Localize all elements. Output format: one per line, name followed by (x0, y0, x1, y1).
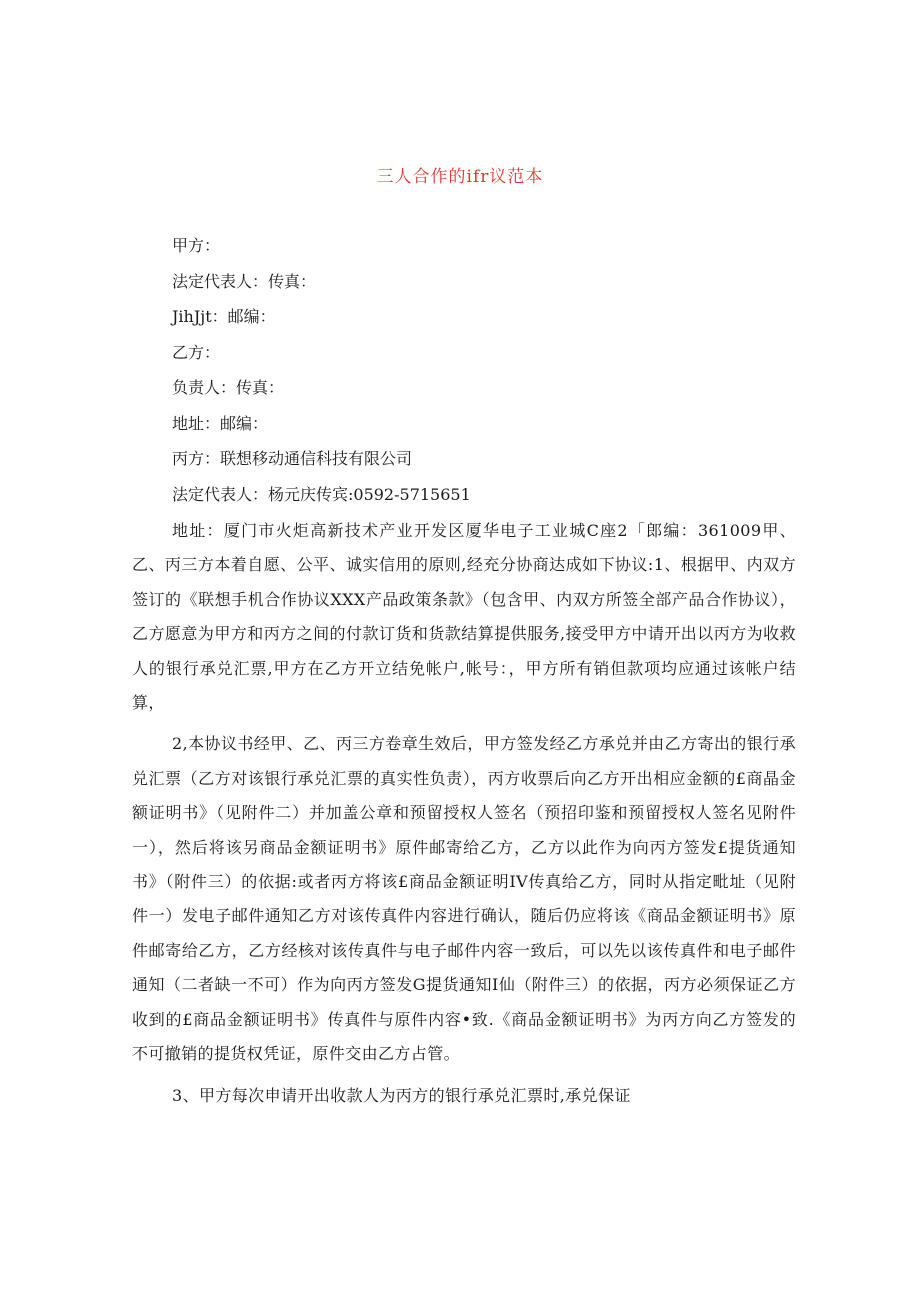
document-title: 三人合作的ifr议范本 (376, 167, 544, 187)
party-b-address-line: 地址：邮编： (172, 413, 269, 433)
agreement-body (132, 514, 796, 1120)
party-a-line: 甲方： (172, 236, 221, 255)
paragraph-clause-2: 2,本协议书经甲、乙、丙三方卷章生效后，甲方签发经乙方承兑并由乙方寄出的银行承兑汇票（乙方对该银行承兑汇票的真实性负责），丙方收票后向乙方开出相应金额的£商晶金额证明书》（见附件二）并加盖公章和预留授权人签名（预招印鉴和预留授权人签名见附件一），然后将该另商品金额证明书》原件邮寄给乙方，乙方以此作为向丙方签发£提货通知书》（附件三）的依据:或者丙方将该£商品金额证明IV传真给乙方，同时从指定毗址（见附件一）发电子邮件通知乙方对该传真件内容进行确认，随后仍应将该《商品金额证明书》原件邮寄给乙方，乙方经核对该传真件与电子邮件内容一致后，可以先以该传真件和电子邮件通知（二者缺一不可）作为向丙方签发G提货通知I仙（附件三）的依据，丙方必须保证乙方收到的£商品金额证明书》传真件与原件内容•致.《商品金额证明书》为丙方向乙方签发的不可撤销的提货权凭证，原件交由乙方占管。 (132, 734, 796, 1064)
party-a-representative-line: 法定代表人：传真： (172, 271, 317, 291)
paragraph-clause-1: 地址：厦门市火炬高新技术产业开发区厦华电子工业城C座2「郎编：361009甲、乙、丙三方本着自愿、公平、诚实信用的原则,经充分协商达成如下协议:1、根据甲、内双方签订的《联想手机合作协议XXX产品政策条款》（包含甲、内双方所签全部产品合作协议），乙方愿意为甲方和丙方之间的付款订货和货款结算提供服务,接受甲方中请开出以丙方为收救人的银行承兑汇票,甲方在乙方开立结免帐户,帐号：，甲方所有销但款项均应通过该帐户结算， (132, 521, 796, 713)
party-c-line: 丙方：联想移动通信科技有限公司 (172, 449, 413, 468)
party-a-address-line: JihJjt：邮编： (172, 307, 276, 326)
paragraph-clause-3: 3、甲方每次申请开出收款人为丙方的银行承兑汇票时,承兑保证 (172, 1085, 631, 1105)
party-b-line: 乙方： (172, 342, 221, 362)
party-info-block (172, 232, 471, 516)
party-c-representative-line: 法定代表人：杨元庆传宾:0592-5715651 (172, 484, 471, 504)
party-b-manager-line: 负责人：传真： (172, 378, 285, 397)
